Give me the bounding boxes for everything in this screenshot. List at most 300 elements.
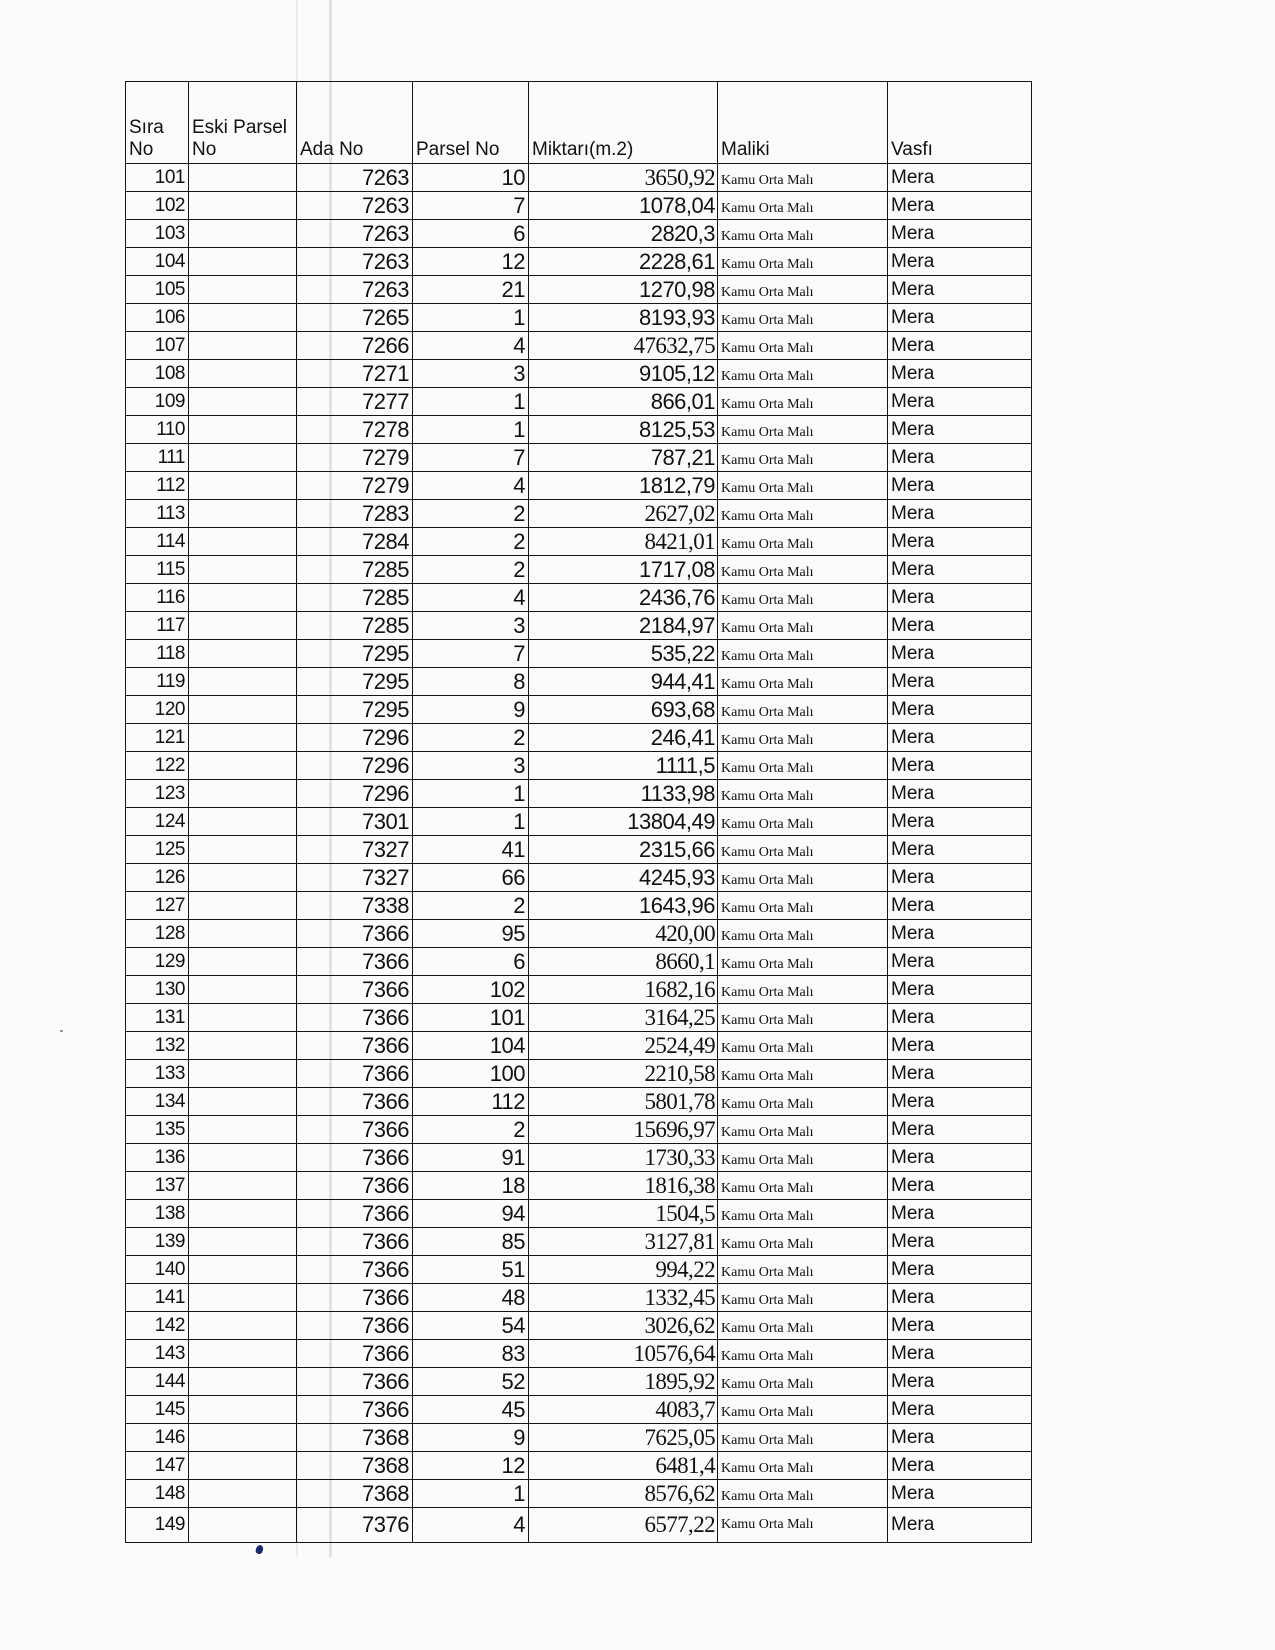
cell-miktari: 1111,5 [529,752,718,780]
header-eski-parsel-no: Eski Parsel No [189,82,297,164]
cell-sira-no: 105 [126,276,189,304]
cell-vasfi: Mera [888,360,1032,388]
cell-ada-no: 7285 [297,556,413,584]
cell-vasfi: Mera [888,1368,1032,1396]
cell-eski-parsel-no [189,1200,297,1228]
cell-parsel-no: 1 [413,304,529,332]
cell-miktari: 1895,92 [529,1368,718,1396]
cell-eski-parsel-no [189,164,297,192]
cell-parsel-no: 3 [413,612,529,640]
cell-maliki: Kamu Orta Malı [718,556,888,584]
table-row [126,696,1032,724]
cell-parsel-no: 21 [413,276,529,304]
cell-ada-no: 7368 [297,1480,413,1508]
cell-miktari: 2184,97 [529,612,718,640]
cell-parsel-no: 66 [413,864,529,892]
cell-parsel-no: 94 [413,1200,529,1228]
cell-maliki: Kamu Orta Malı [718,612,888,640]
cell-ada-no: 7296 [297,780,413,808]
cell-maliki: Kamu Orta Malı [718,696,888,724]
cell-sira-no: 111 [126,444,189,472]
cell-maliki: Kamu Orta Malı [718,1368,888,1396]
cell-eski-parsel-no [189,416,297,444]
cell-maliki: Kamu Orta Malı [718,220,888,248]
cell-parsel-no: 10 [413,164,529,192]
cell-eski-parsel-no [189,1256,297,1284]
cell-eski-parsel-no [189,612,297,640]
table-row [126,1312,1032,1340]
cell-maliki: Kamu Orta Malı [718,164,888,192]
cell-parsel-no: 52 [413,1368,529,1396]
cell-miktari: 4083,7 [529,1396,718,1424]
cell-ada-no: 7266 [297,332,413,360]
header-sira-no: Sıra No [126,82,189,164]
cell-parsel-no: 48 [413,1284,529,1312]
cell-ada-no: 7263 [297,164,413,192]
table-row [126,1032,1032,1060]
cell-sira-no: 110 [126,416,189,444]
cell-vasfi: Mera [888,1312,1032,1340]
cell-miktari: 8125,53 [529,416,718,444]
cell-parsel-no: 45 [413,1396,529,1424]
cell-maliki: Kamu Orta Malı [718,1116,888,1144]
cell-vasfi: Mera [888,1116,1032,1144]
cell-sira-no: 112 [126,472,189,500]
cell-vasfi: Mera [888,1340,1032,1368]
cell-sira-no: 108 [126,360,189,388]
cell-maliki: Kamu Orta Malı [718,1396,888,1424]
cell-miktari: 6577,22 [529,1508,718,1543]
cell-ada-no: 7338 [297,892,413,920]
cell-eski-parsel-no [189,332,297,360]
cell-ada-no: 7283 [297,500,413,528]
cell-vasfi: Mera [888,1256,1032,1284]
table-row [126,304,1032,332]
table-row [126,528,1032,556]
cell-sira-no: 136 [126,1144,189,1172]
cell-miktari: 3164,25 [529,1004,718,1032]
table-row [126,1060,1032,1088]
cell-vasfi: Mera [888,164,1032,192]
cell-maliki: Kamu Orta Malı [718,864,888,892]
table-row [126,668,1032,696]
cell-ada-no: 7366 [297,1144,413,1172]
table-row [126,444,1032,472]
cell-parsel-no: 101 [413,1004,529,1032]
cell-sira-no: 114 [126,528,189,556]
cell-eski-parsel-no [189,1340,297,1368]
cell-vasfi: Mera [888,472,1032,500]
cell-eski-parsel-no [189,1368,297,1396]
cell-eski-parsel-no [189,808,297,836]
cell-sira-no: 125 [126,836,189,864]
cell-sira-no: 122 [126,752,189,780]
cell-vasfi: Mera [888,1088,1032,1116]
cell-parsel-no: 6 [413,220,529,248]
cell-maliki: Kamu Orta Malı [718,836,888,864]
cell-vasfi: Mera [888,1508,1032,1543]
cell-vasfi: Mera [888,416,1032,444]
table-row [126,472,1032,500]
cell-vasfi: Mera [888,808,1032,836]
cell-parsel-no: 3 [413,752,529,780]
cell-miktari: 3650,92 [529,164,718,192]
cell-ada-no: 7277 [297,388,413,416]
cell-miktari: 1133,98 [529,780,718,808]
table-row [126,1116,1032,1144]
header-ada-no: Ada No [297,82,413,164]
cell-maliki: Kamu Orta Malı [718,1452,888,1480]
cell-eski-parsel-no [189,976,297,1004]
cell-sira-no: 126 [126,864,189,892]
cell-eski-parsel-no [189,1172,297,1200]
table-row [126,640,1032,668]
header-maliki: Maliki [718,82,888,164]
cell-miktari: 2228,61 [529,248,718,276]
cell-sira-no: 146 [126,1424,189,1452]
cell-sira-no: 106 [126,304,189,332]
cell-parsel-no: 91 [413,1144,529,1172]
cell-eski-parsel-no [189,1032,297,1060]
table-row [126,332,1032,360]
table-row [126,388,1032,416]
cell-sira-no: 107 [126,332,189,360]
cell-eski-parsel-no [189,920,297,948]
table-row [126,192,1032,220]
cell-sira-no: 129 [126,948,189,976]
cell-miktari: 8193,93 [529,304,718,332]
cell-vasfi: Mera [888,836,1032,864]
cell-vasfi: Mera [888,248,1032,276]
cell-eski-parsel-no [189,696,297,724]
cell-miktari: 1730,33 [529,1144,718,1172]
cell-ada-no: 7296 [297,724,413,752]
cell-sira-no: 147 [126,1452,189,1480]
cell-maliki: Kamu Orta Malı [718,1004,888,1032]
cell-eski-parsel-no [189,584,297,612]
header-vasfi: Vasfı [888,82,1032,164]
cell-parsel-no: 4 [413,472,529,500]
cell-vasfi: Mera [888,444,1032,472]
cell-miktari: 1682,16 [529,976,718,1004]
cell-parsel-no: 4 [413,332,529,360]
cell-ada-no: 7366 [297,1284,413,1312]
cell-sira-no: 145 [126,1396,189,1424]
table-row [126,864,1032,892]
cell-eski-parsel-no [189,780,297,808]
table-row [126,1368,1032,1396]
cell-vasfi: Mera [888,1452,1032,1480]
cell-sira-no: 123 [126,780,189,808]
cell-ada-no: 7301 [297,808,413,836]
cell-ada-no: 7366 [297,1004,413,1032]
cell-miktari: 1717,08 [529,556,718,584]
cell-vasfi: Mera [888,976,1032,1004]
table-row [126,1508,1032,1543]
cell-eski-parsel-no [189,556,297,584]
cell-eski-parsel-no [189,1088,297,1116]
cell-parsel-no: 51 [413,1256,529,1284]
cell-maliki: Kamu Orta Malı [718,1424,888,1452]
cell-parsel-no: 95 [413,920,529,948]
cell-sira-no: 140 [126,1256,189,1284]
cell-maliki: Kamu Orta Malı [718,388,888,416]
cell-miktari: 3026,62 [529,1312,718,1340]
cell-vasfi: Mera [888,668,1032,696]
cell-miktari: 1812,79 [529,472,718,500]
cell-vasfi: Mera [888,1396,1032,1424]
cell-maliki: Kamu Orta Malı [718,1200,888,1228]
cell-parsel-no: 7 [413,192,529,220]
table-row [126,1172,1032,1200]
cell-miktari: 1816,38 [529,1172,718,1200]
table-row [126,1088,1032,1116]
cell-maliki: Kamu Orta Malı [718,304,888,332]
table-row [126,948,1032,976]
cell-ada-no: 7366 [297,920,413,948]
cell-vasfi: Mera [888,1480,1032,1508]
table-row [126,724,1032,752]
cell-parsel-no: 1 [413,388,529,416]
cell-sira-no: 117 [126,612,189,640]
cell-vasfi: Mera [888,892,1032,920]
cell-ada-no: 7366 [297,1172,413,1200]
cell-sira-no: 116 [126,584,189,612]
table-row [126,780,1032,808]
cell-maliki: Kamu Orta Malı [718,472,888,500]
cell-vasfi: Mera [888,1228,1032,1256]
cell-ada-no: 7296 [297,752,413,780]
cell-vasfi: Mera [888,696,1032,724]
cell-eski-parsel-no [189,836,297,864]
table-row [126,920,1032,948]
table-row [126,556,1032,584]
cell-vasfi: Mera [888,276,1032,304]
cell-miktari: 1643,96 [529,892,718,920]
parcel-table [125,81,1032,1543]
cell-maliki: Kamu Orta Malı [718,1032,888,1060]
cell-vasfi: Mera [888,1284,1032,1312]
cell-maliki: Kamu Orta Malı [718,1480,888,1508]
cell-vasfi: Mera [888,192,1032,220]
cell-vasfi: Mera [888,724,1032,752]
cell-parsel-no: 6 [413,948,529,976]
cell-eski-parsel-no [189,892,297,920]
cell-eski-parsel-no [189,1284,297,1312]
cell-maliki: Kamu Orta Malı [718,976,888,1004]
table-row [126,1396,1032,1424]
cell-sira-no: 137 [126,1172,189,1200]
cell-vasfi: Mera [888,304,1032,332]
cell-parsel-no: 4 [413,1508,529,1543]
cell-ada-no: 7366 [297,1396,413,1424]
cell-maliki: Kamu Orta Malı [718,752,888,780]
cell-ada-no: 7263 [297,220,413,248]
cell-ada-no: 7327 [297,836,413,864]
cell-sira-no: 121 [126,724,189,752]
cell-sira-no: 131 [126,1004,189,1032]
cell-maliki: Kamu Orta Malı [718,192,888,220]
cell-parsel-no: 4 [413,584,529,612]
cell-parsel-no: 1 [413,808,529,836]
cell-ada-no: 7366 [297,1256,413,1284]
cell-eski-parsel-no [189,444,297,472]
cell-eski-parsel-no [189,1060,297,1088]
cell-ada-no: 7263 [297,192,413,220]
cell-eski-parsel-no [189,472,297,500]
cell-parsel-no: 1 [413,1480,529,1508]
cell-eski-parsel-no [189,1116,297,1144]
cell-ada-no: 7366 [297,1060,413,1088]
cell-eski-parsel-no [189,276,297,304]
cell-eski-parsel-no [189,192,297,220]
cell-maliki: Kamu Orta Malı [718,724,888,752]
cell-parsel-no: 100 [413,1060,529,1088]
cell-ada-no: 7366 [297,1088,413,1116]
cell-miktari: 866,01 [529,388,718,416]
cell-sira-no: 120 [126,696,189,724]
cell-ada-no: 7366 [297,1116,413,1144]
cell-miktari: 1078,04 [529,192,718,220]
cell-vasfi: Mera [888,556,1032,584]
cell-ada-no: 7271 [297,360,413,388]
cell-sira-no: 135 [126,1116,189,1144]
cell-maliki: Kamu Orta Malı [718,808,888,836]
cell-miktari: 420,00 [529,920,718,948]
table-row [126,808,1032,836]
cell-eski-parsel-no [189,1480,297,1508]
table-row [126,1004,1032,1032]
cell-ada-no: 7265 [297,304,413,332]
cell-ada-no: 7366 [297,1368,413,1396]
cell-parsel-no: 2 [413,724,529,752]
cell-sira-no: 102 [126,192,189,220]
cell-maliki: Kamu Orta Malı [718,668,888,696]
table-header-row [126,82,1032,164]
cell-maliki: Kamu Orta Malı [718,1256,888,1284]
cell-miktari: 8660,1 [529,948,718,976]
cell-maliki: Kamu Orta Malı [718,1340,888,1368]
cell-maliki: Kamu Orta Malı [718,444,888,472]
table-row [126,276,1032,304]
cell-ada-no: 7285 [297,612,413,640]
cell-miktari: 535,22 [529,640,718,668]
cell-eski-parsel-no [189,1508,297,1543]
cell-ada-no: 7263 [297,276,413,304]
parcel-table-sheet [125,81,1031,1543]
table-row [126,892,1032,920]
cell-eski-parsel-no [189,1144,297,1172]
cell-ada-no: 7279 [297,472,413,500]
cell-parsel-no: 3 [413,360,529,388]
cell-vasfi: Mera [888,500,1032,528]
cell-sira-no: 124 [126,808,189,836]
cell-eski-parsel-no [189,640,297,668]
cell-maliki: Kamu Orta Malı [718,332,888,360]
cell-vasfi: Mera [888,864,1032,892]
cell-vasfi: Mera [888,1200,1032,1228]
cell-parsel-no: 9 [413,696,529,724]
cell-maliki: Kamu Orta Malı [718,1088,888,1116]
cell-miktari: 13804,49 [529,808,718,836]
cell-miktari: 2210,58 [529,1060,718,1088]
cell-miktari: 2524,49 [529,1032,718,1060]
table-body [126,164,1032,1543]
cell-vasfi: Mera [888,612,1032,640]
cell-ada-no: 7285 [297,584,413,612]
table-row [126,1256,1032,1284]
table-row [126,976,1032,1004]
cell-eski-parsel-no [189,668,297,696]
cell-vasfi: Mera [888,780,1032,808]
cell-maliki: Kamu Orta Malı [718,528,888,556]
table-row [126,1424,1032,1452]
table-row [126,1284,1032,1312]
cell-parsel-no: 9 [413,1424,529,1452]
cell-maliki: Kamu Orta Malı [718,1508,888,1543]
cell-sira-no: 138 [126,1200,189,1228]
cell-miktari: 8576,62 [529,1480,718,1508]
pen-mark [255,1544,265,1555]
cell-ada-no: 7366 [297,948,413,976]
cell-ada-no: 7263 [297,248,413,276]
cell-maliki: Kamu Orta Malı [718,584,888,612]
cell-sira-no: 103 [126,220,189,248]
cell-ada-no: 7366 [297,976,413,1004]
cell-miktari: 787,21 [529,444,718,472]
cell-miktari: 9105,12 [529,360,718,388]
cell-parsel-no: 12 [413,1452,529,1480]
cell-sira-no: 133 [126,1060,189,1088]
cell-ada-no: 7279 [297,444,413,472]
cell-parsel-no: 104 [413,1032,529,1060]
cell-parsel-no: 85 [413,1228,529,1256]
cell-parsel-no: 2 [413,500,529,528]
cell-parsel-no: 102 [413,976,529,1004]
cell-parsel-no: 2 [413,528,529,556]
cell-parsel-no: 1 [413,780,529,808]
cell-vasfi: Mera [888,1060,1032,1088]
cell-parsel-no: 83 [413,1340,529,1368]
cell-eski-parsel-no [189,500,297,528]
cell-miktari: 2315,66 [529,836,718,864]
cell-maliki: Kamu Orta Malı [718,948,888,976]
header-miktari: Miktarı(m.2) [529,82,718,164]
cell-miktari: 8421,01 [529,528,718,556]
cell-eski-parsel-no [189,1424,297,1452]
cell-miktari: 3127,81 [529,1228,718,1256]
cell-parsel-no: 112 [413,1088,529,1116]
cell-miktari: 47632,75 [529,332,718,360]
cell-parsel-no: 2 [413,556,529,584]
cell-sira-no: 109 [126,388,189,416]
cell-parsel-no: 18 [413,1172,529,1200]
cell-miktari: 15696,97 [529,1116,718,1144]
cell-eski-parsel-no [189,1452,297,1480]
cell-ada-no: 7366 [297,1228,413,1256]
cell-eski-parsel-no [189,864,297,892]
cell-eski-parsel-no [189,1004,297,1032]
page-bottom-margin [0,1557,1275,1650]
table-row [126,836,1032,864]
cell-sira-no: 104 [126,248,189,276]
cell-vasfi: Mera [888,1004,1032,1032]
cell-sira-no: 128 [126,920,189,948]
cell-parsel-no: 1 [413,416,529,444]
cell-eski-parsel-no [189,724,297,752]
cell-miktari: 7625,05 [529,1424,718,1452]
cell-vasfi: Mera [888,528,1032,556]
